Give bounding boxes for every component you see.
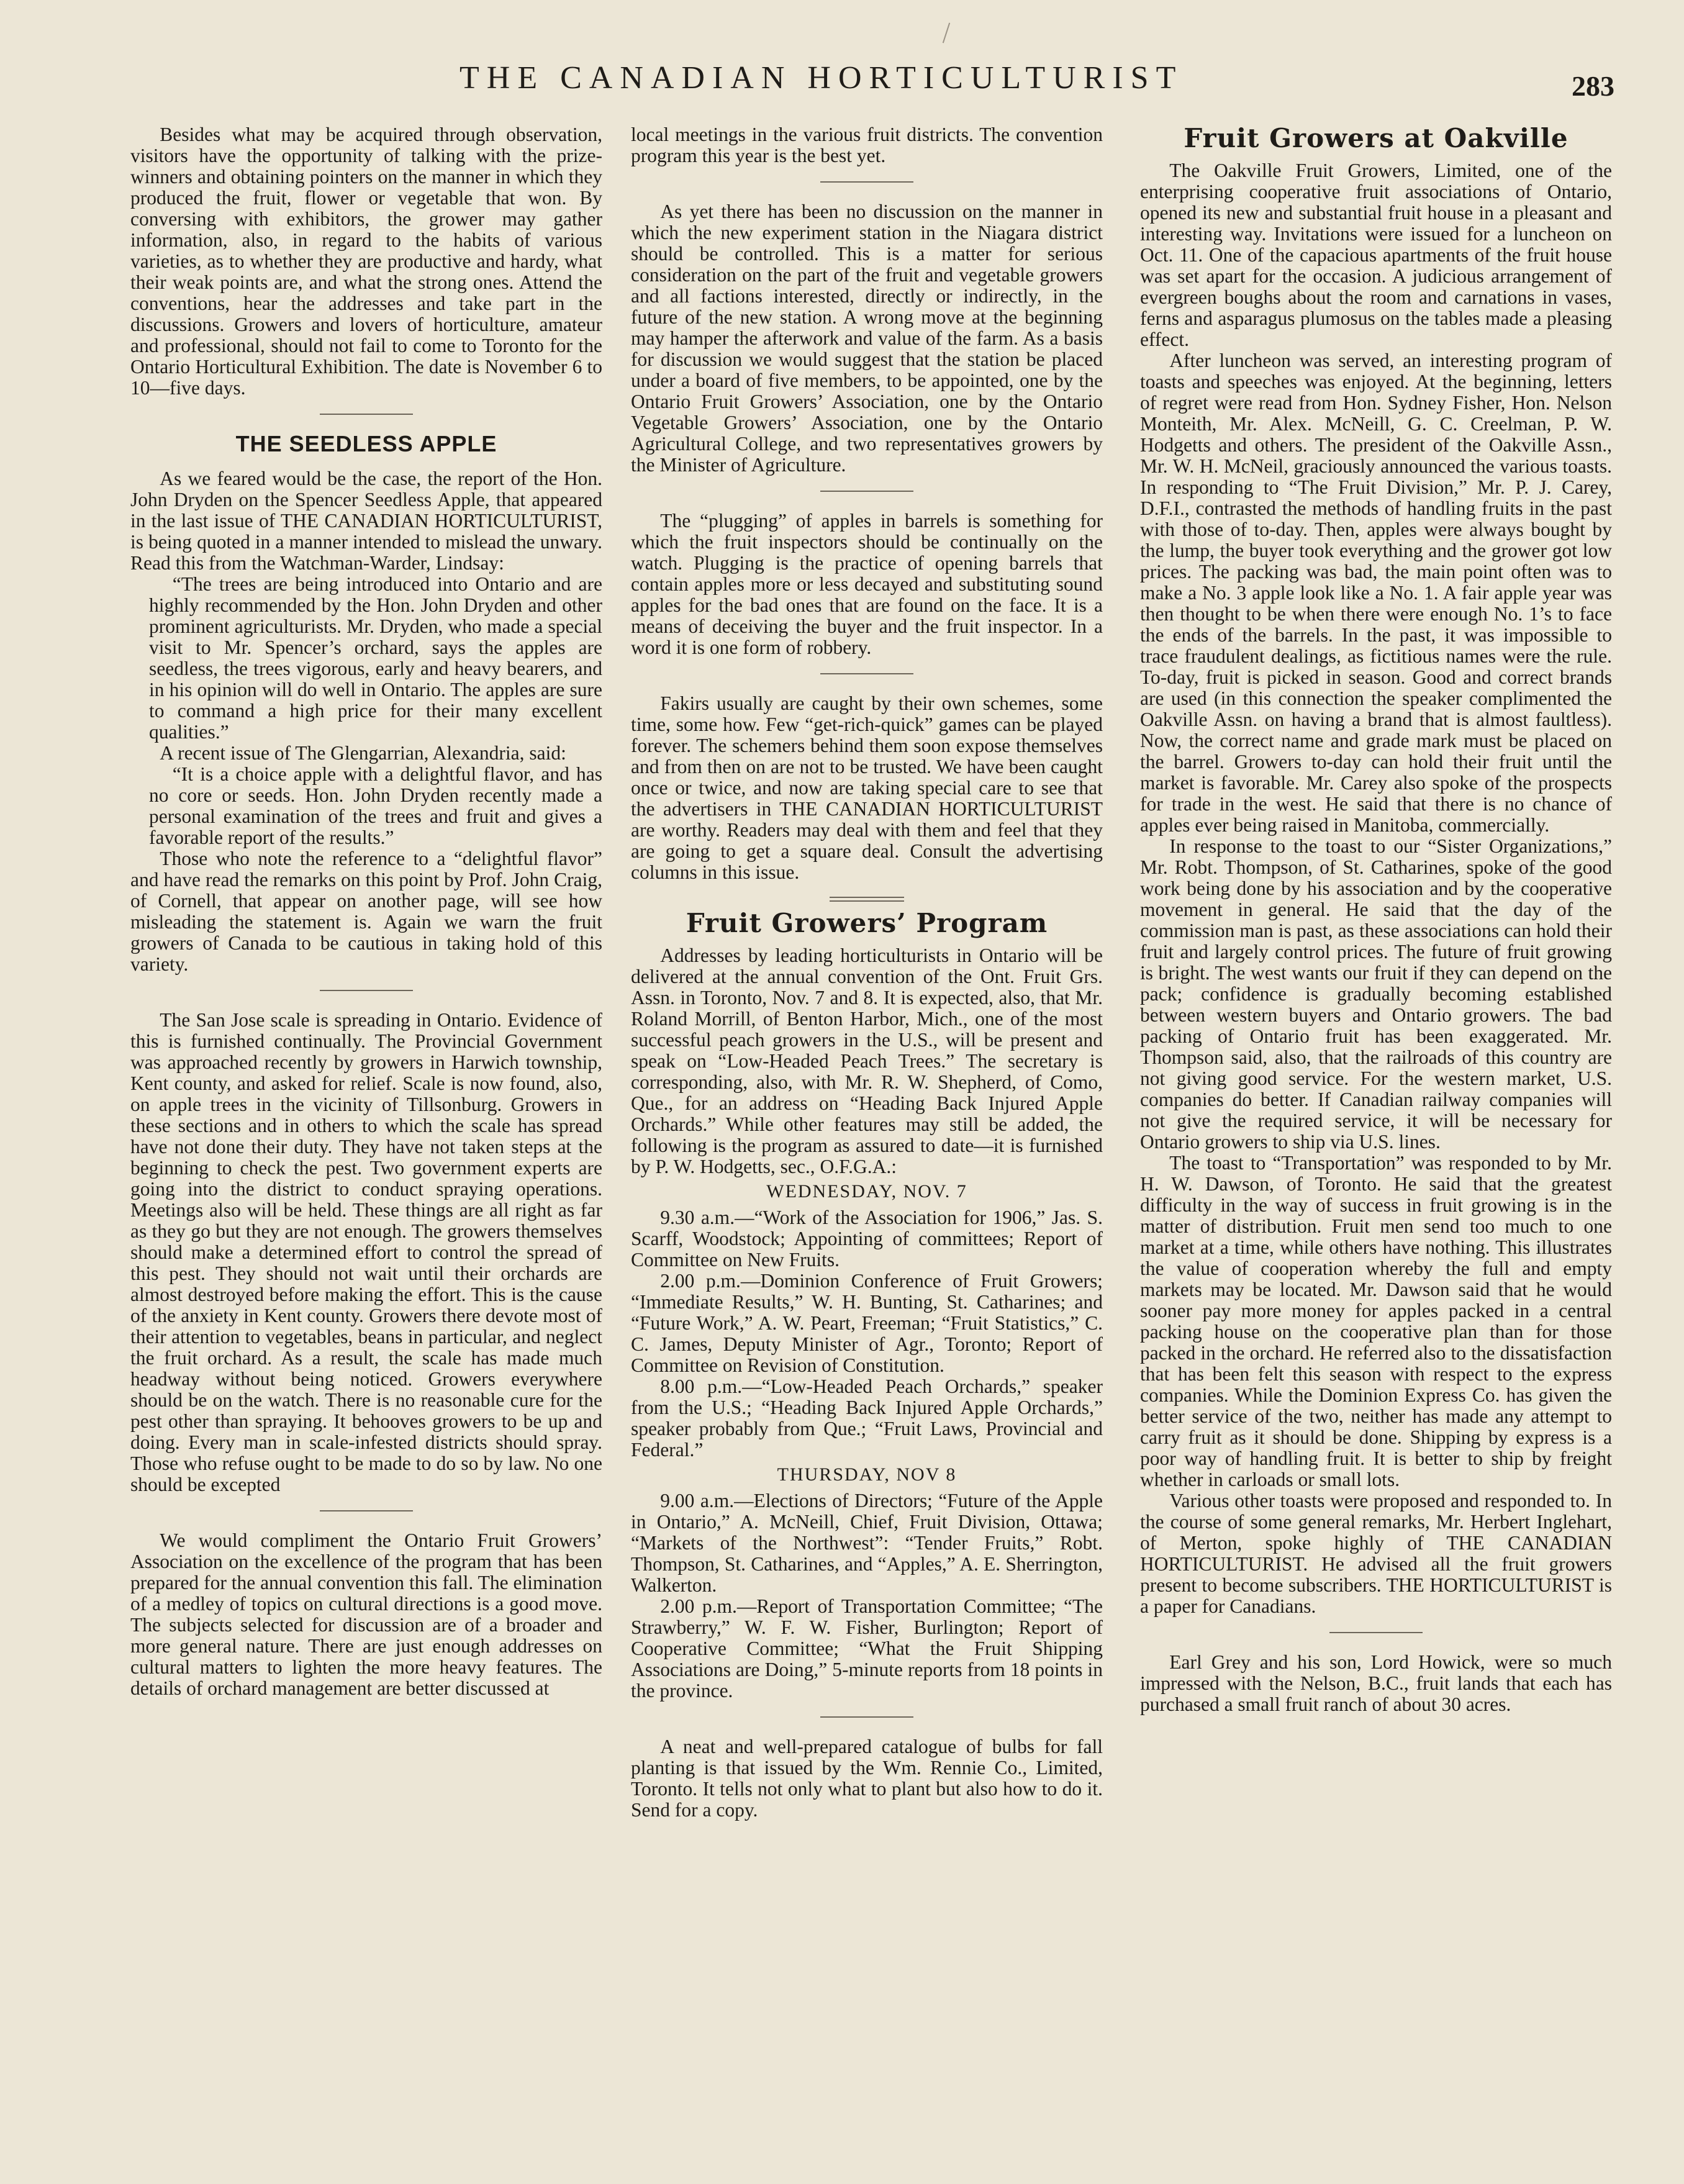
paragraph-luncheon: After luncheon was served, an interesting program of toasts and speeches was enjoyed. At the beginning, letters of regret were read from Hon. Sydney Fisher, Hon. Nelson Monteith, Mr. Alex. McNeill, G. C. Creelman, P. W. Hodgetts and others. The president of the Oakville Assn., Mr. W. H. McNeil, graciously announced the various toasts. In responding to “The Fruit Division,” Mr. P. J. Carey, D.F.I., contrasted the methods of handling fruits in the past with those of to-day. Then, apples were always bought by the lump, the buyer took everything and the grower got low prices. The packing was bad, the main point often was to make a No. 3 apple look like a No. 1. A fair apple year was then thought to be when there were enough No. 1’s to face the ends of the barrels. In the past, it was impossible to trace fraudulent dealings, as fictitious names were the rule. To-day, fruit is picked in season. Good and correct brands are used (in this connection the speaker complimented the Oakville Assn. on having a brand that is almost faultless). Now, the correct name and grade mark must be placed on the barrel. Growers to-day can hold their fruit until the market is favorable. Mr. Carey also spoke of the prospects for trade in the west. He said that there is no chance of apples ever being raised in Manitoba, commercially.: [1140, 350, 1612, 836]
paragraph-transportation: The toast to “Transportation” was responded to by Mr. H. W. Dawson, of Toronto. He said that the greatest difficulty in the way of success in fruit growing is in the matter of distribution. Fruit men send too much to one market at a time, while others have nothing. This illustrates the value of cooperation whereby the full and empty markets may be located. Mr. Dawson said that he would sooner pay more money for apples packed in a central packing house on the cooperative plan than for those packed in the orchard. He referred also to the dissatisfaction that has been felt this season with respect to the express companies. While the Dominion Express Co. has given the better service of the two, neither has made any attempt to carry fruit as it should be done. Shipping by express is a poor way of handling fruit. It is better to ship by freight whether in carloads or small lots.: [1140, 1152, 1612, 1490]
paragraph-local-meetings: local meetings in the various fruit districts. The convention program this year is the best yet.: [631, 124, 1103, 166]
program-item: 2.00 p.m.—Dominion Conference of Fruit Growers; “Immediate Results,” W. H. Bunting, St. Catharines; and “Future Work,” A. W. Peart, Freeman; “Fruit Statistics,” C. C. James, Deputy Minister of Agr., Toronto; Report of Committee on Revision of Constitution.: [631, 1270, 1103, 1376]
program-item: 9.00 a.m.—Elections of Directors; “Future of the Apple in Ontario,” A. McNeill, Chief, Fruit Division, Ottawa; “Markets of the Northwest”: “Tender Fruits,” Robt. Thompson, St. Catharines, and “Apples,” A. E. Sherrington, Walkerton.: [631, 1490, 1103, 1596]
program-item: 9.30 a.m.—“Work of the Association for 1906,” Jas. S. Scarff, Woodstock; Appointing of committees; Report of Committee on New Fruits.: [631, 1207, 1103, 1271]
divider: [820, 1716, 913, 1718]
paragraph-fakirs: Fakirs usually are caught by their own schemes, some time, some how. Few “get-rich-quick” games can be played forever. The schemers behind them soon expose themselves and from then on are not to be trusted. We have been caught once or twice, and now are taking special care to see that the advertisers in THE CANADIAN HORTICULTURIST are worthy. Readers may deal with them and feel that they are going to get a square deal. Consult the advertising columns in this issue.: [631, 692, 1103, 883]
page-number: 283: [1572, 70, 1614, 102]
program-item: 8.00 p.m.—“Low-Headed Peach Orchards,” speaker from the U.S.; “Heading Back Injured Apple Orchards,” speaker probably from Que.; “Fruit Laws, Provincial and Federal.”: [631, 1375, 1103, 1461]
paragraph-catalogue: A neat and well-prepared catalogue of bulbs for fall planting is that issued by the Wm. Rennie Co., Limited, Toronto. It tells not only what to plant but also how to do it. Send for a copy.: [631, 1736, 1103, 1821]
column-middle: [631, 124, 1103, 2124]
divider: [320, 1510, 413, 1511]
paragraph-experiment-station: As yet there has been no discussion on the manner in which the new experiment station in the Niagara district should be controlled. This is a matter for serious consideration on the part of the fruit and vegetable growers and all factions interested, directly or indirectly, in the future of the new station. A wrong move at the beginning may hamper the afterwork and value of the farm. As a basis for discussion we would suggest that the station be placed under a board of five members, to be appointed, one by the Ontario Fruit Growers’ Association, one by the Ontario Vegetable Growers’ Association, one by the Ontario Agricultural College, and two representatives growers by the Minister of Agriculture.: [631, 201, 1103, 476]
program-item: 2.00 p.m.—Report of Transportation Committee; “The Strawberry,” W. F. W. Fisher, Burlington; Report of Cooperative Committee; “What the Fruit Shipping Associations are Doing,” 5-minute reports from 18 points in the province.: [631, 1595, 1103, 1701]
quote-watchman-warder: “The trees are being introduced into Ontario and are highly recommended by the Hon. John Dryden and other prominent agriculturists. Mr. Dryden, who made a special visit to Mr. Spencer’s orchard, says the apples are seedless, the trees vigorous, early and heavy bearers, and in his opinion will do well in Ontario. The apples are sure to command a high price for their many excellent qualities.”: [149, 573, 602, 743]
heading-oakville: Fruit Growers at Oakville: [1184, 124, 1569, 153]
paragraph-seedless-report: As we feared would be the case, the report of the Hon. John Dryden on the Spencer Seedless Apple, that appeared in the last issue of THE CANADIAN HORTICULTURIST, is being quoted in a manner intended to mislead the unwary. Read this from the Watchman-Warder, Lindsay:: [130, 468, 602, 574]
paragraph-plugging: The “plugging” of apples in barrels is something for which the fruit inspectors should be continually on the watch. Plugging is the practice of opening barrels that contain apples more or less decayed and substituting sound apples for the bad ones that are found on the face. It is a means of deceiving the buyer and the fruit inspector. In a word it is one form of robbery.: [631, 510, 1103, 658]
paragraph-warning: Those who note the reference to a “delightful flavor” and have read the remarks on this point by Prof. John Craig, of Cornell, that appear on another page, will see how misleading the statement is. Again we warn the fruit growers of Canada to be cautious in taking hold of this variety.: [130, 848, 602, 975]
heading-seedless-apple: THE SEEDLESS APPLE: [235, 431, 497, 456]
divider: [820, 491, 913, 492]
divider: [320, 414, 413, 415]
paragraph-san-jose-scale: The San Jose scale is spreading in Ontario. Evidence of this is furnished continually. The Provincial Government was approached recently by growers in Harwich township, Kent county, and asked for relief. Scale is now found, also, on apple trees in the vicinity of Tillsonburg. Growers in these sections and in others to which the scale has spread have not done their duty. They have not taken steps at the beginning to check the pest. Two government experts are going into the district to conduct spraying operations. Meetings also will be held. These things are all right as far as they go but they are not enough. The growers themselves should make a determined effort to control the spread of this pest. They should not wait until their orchards are almost destroyed before making the effort. This is the cause of the anxiety in Kent county. Growers there devote most of their attention to vegetables, beans in particular, and neglect the fruit orchard. As a result, the scale has made much headway without being noticed. Growers everywhere should be on the watch. There is no reasonable cure for the pest other than spraying. It behooves growers to be up and doing. Every man in scale-infested districts should spray. Those who refuse ought to be made to do so by law. No one should be excepted: [130, 1009, 602, 1495]
divider: [320, 990, 413, 991]
quote-glengarrian: “It is a choice apple with a delightful flavor, and has no core or seeds. Hon. John Dryden recently made a personal examination of the trees and fruit and gives a favorable report of the results.”: [149, 763, 602, 848]
column-right: [1140, 124, 1612, 2124]
paragraph-exhibition: Besides what may be acquired through observation, visitors have the opportunity of talking with the prize-winners and obtaining pointers on the manner in which they produced the fruit, flower or vegetable that won. By conversing with exhibitors, the grower may gather information, also, in regard to the habits of various varieties, as to whether they are productive and hardy, what their weak points are, and what the strong ones. Attend the conventions, hear the addresses and take part in the discussions. Growers and lovers of horticulture, amateur and professional, should not fail to come to Toronto for the Ontario Horticultural Exhibition. The date is November 6 to 10—five days.: [130, 124, 602, 399]
paragraph-compliment: We would compliment the Ontario Fruit Growers’ Association on the excellence of the program that has been prepared for the annual convention this fall. The elimination of a medley of topics on cultural directions is a good move. The subjects selected for discussion are of a broader and more general nature. There are just enough addresses on cultural matters to lighten the more heavy features. The details of orchard management are better discussed at: [130, 1529, 602, 1699]
paragraph-program-intro: Addresses by leading horticulturists in Ontario will be delivered at the annual convention of the Ont. Fruit Grs. Assn. in Toronto, Nov. 7 and 8. It is expected, also, that Mr. Roland Morrill, of Benton Harbor, Mich., one of the most successful peach growers in the U.S., will be present and speak on “Low-Headed Peach Trees.” The secretary is corresponding, also, with Mr. R. W. Shepherd, of Como, Que., for an address on “Heading Back Injured Apple Orchards.” While other features may still be added, the following is the program as assured to date—it is furnished by P. W. Hodgetts, sec., O.F.G.A.:: [631, 945, 1103, 1177]
divider: [820, 181, 913, 183]
heading-fruit-growers-program: Fruit Growers’ Program: [686, 908, 1048, 938]
heading-thursday: THURSDAY, NOV 8: [777, 1464, 957, 1485]
heading-wednesday: WEDNESDAY, NOV. 7: [766, 1181, 967, 1202]
paragraph-glengarrian: A recent issue of The Glengarrian, Alexandria, said:: [160, 742, 566, 764]
paragraph-other-toasts: Various other toasts were proposed and responded to. In the course of some general remarks, Mr. Herbert Inglehart, of Merton, spoke highly of THE CANADIAN HORTICULTURIST. He advised all the fruit growers present to become subscribers. THE HORTICULTURIST is a paper for Canadians.: [1140, 1490, 1612, 1617]
paragraph-earl-grey: Earl Grey and his son, Lord Howick, were so much impressed with the Nelson, B.C., fruit lands that each has purchased a small fruit ranch of about 30 acres.: [1140, 1651, 1612, 1715]
divider: [1329, 1632, 1423, 1633]
paragraph-sister-organizations: In response to the toast to our “Sister Organizations,” Mr. Robt. Thompson, of St. Catharines, spoke of the good work being done by his association and by the cooperative movement in general. He said that the day of the commission man is past, as these associations can hold their fruit and largely control prices. The future of fruit growing is bright. The west wants our fruit if they can depend on the pack; confidence is gradually becoming established between western buyers and Ontario growers. The bad packing of Ontario fruit has been exaggerated. Mr. Thompson said, also, that the railroads of this country are not giving good service. For the western market, U.S. companies do better. If Canadian railway companies will not give the required service, it will be necessary for Ontario growers to ship via U.S. lines.: [1140, 835, 1612, 1153]
divider: [820, 673, 913, 674]
margin-tick-mark: [943, 23, 950, 43]
paragraph-oakville-opening: The Oakville Fruit Growers, Limited, one of the enterprising cooperative fruit associations of Ontario, opened its new and substantial fruit house in a pleasant and interesting way. Invitations were issued for a luncheon on Oct. 11. One of the capacious apartments of the fruit house was set apart for the occasion. A judicious arrangement of evergreen boughs about the room and carnations in vases, ferns and asparagus plumosus on the tables made a pleasing effect.: [1140, 160, 1612, 350]
running-title: THE CANADIAN HORTICULTURIST: [459, 60, 1184, 96]
page-header: [0, 57, 1684, 107]
column-left: [130, 124, 602, 2124]
double-divider: [830, 897, 904, 902]
